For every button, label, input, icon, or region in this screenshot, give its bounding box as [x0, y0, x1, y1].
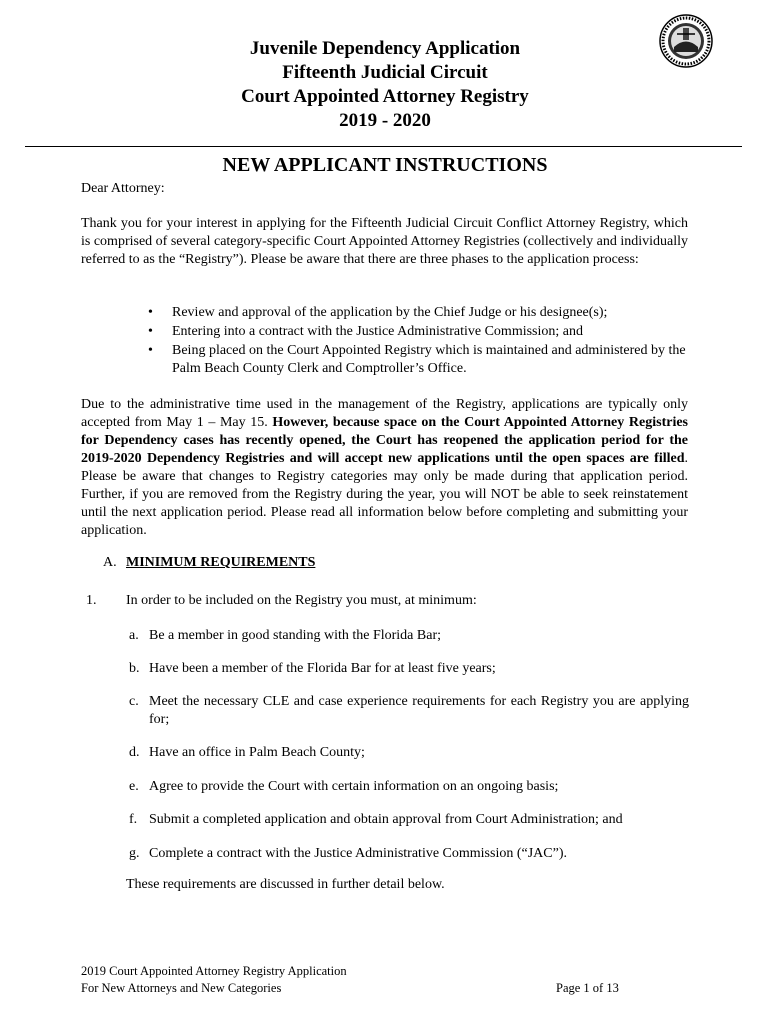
section-heading-text: MINIMUM REQUIREMENTS: [126, 555, 316, 570]
requirement-text: Submit a completed application and obtain approval from Court Administration; and: [149, 812, 623, 827]
header-registry: Court Appointed Attorney Registry: [241, 86, 529, 107]
header-title: Juvenile Dependency Application: [249, 38, 521, 59]
bullet-icon: •: [148, 324, 153, 339]
requirement-letter: a.: [129, 628, 139, 643]
footer-subtitle: For New Attorneys and New Categories: [81, 981, 282, 995]
paragraph-text: Due to the administrative time used in the management of the Registry, applications are typically only accepted from May 1 – May 15.: [81, 397, 688, 430]
requirement-item: [129, 627, 689, 645]
list-item: [148, 304, 693, 322]
section-a-heading: [103, 554, 315, 572]
list-item: [148, 342, 693, 378]
item-number: 1.: [86, 593, 97, 608]
requirement-item: [129, 660, 689, 678]
header-year: 2019 - 2020: [339, 110, 431, 131]
footer-title: 2019 Court Appointed Attorney Registry Application: [81, 964, 347, 978]
requirement-item: [129, 778, 689, 796]
requirement-letter: g.: [129, 846, 140, 861]
requirement-item: [129, 693, 689, 729]
requirement-letter: c.: [129, 694, 139, 709]
intro-paragraph: Thank you for your interest in applying for the Fifteenth Judicial Circuit Conflict Attorney Registry, which is comprised of several category-specific Court Appointed Attorney Registries (collectively and individually referred to as the “Registry”). Please be aware that there are three phases to the application process:: [81, 216, 688, 267]
requirement-text: Have an office in Palm Beach County;: [149, 745, 365, 760]
item-text: In order to be included on the Registry you must, at minimum:: [126, 593, 477, 608]
requirement-item: [129, 744, 689, 762]
greeting: Dear Attorney:: [81, 181, 165, 196]
requirement-letter: e.: [129, 779, 139, 794]
phases-list: [148, 304, 693, 379]
requirement-text: Agree to provide the Court with certain information on an ongoing basis;: [149, 779, 559, 794]
page-number: Page 1 of 13: [556, 981, 619, 995]
requirement-item: [129, 845, 689, 863]
paragraph-bold-text: However, because space on the Court Appointed Attorney Registries for Dependency cases has recently opened, the Court has reopened the application period for the 2019-2020 Dependency Registries and will accept new applications until the open spaces are filled: [81, 415, 688, 466]
section-title: NEW APPLICANT INSTRUCTIONS: [222, 154, 548, 176]
list-item: [148, 323, 693, 341]
phase-text: Review and approval of the application by the Chief Judge or his designee(s);: [172, 305, 608, 320]
requirement-item: [129, 811, 689, 829]
requirement-text: Meet the necessary CLE and case experience requirements for each Registry you are applying for;: [149, 694, 689, 727]
bullet-icon: •: [148, 343, 153, 358]
application-period-paragraph: [81, 396, 688, 540]
bullet-icon: •: [148, 305, 153, 320]
header-divider: [25, 146, 742, 147]
footer-left: [81, 963, 347, 997]
requirement-text: Have been a member of the Florida Bar for at least five years;: [149, 661, 496, 676]
phase-text: Being placed on the Court Appointed Registry which is maintained and administered by the Palm Beach County Clerk and Comptroller’s Office.: [172, 343, 686, 376]
requirement-letter: f.: [129, 812, 138, 827]
section-letter: A.: [103, 555, 117, 570]
requirement-text: Complete a contract with the Justice Administrative Commission (“JAC”).: [149, 846, 567, 861]
header-circuit: Fifteenth Judicial Circuit: [282, 62, 488, 83]
requirement-letter: b.: [129, 661, 140, 676]
phase-text: Entering into a contract with the Justice Administrative Commission; and: [172, 324, 583, 339]
numbered-item: [86, 592, 477, 610]
requirement-letter: d.: [129, 745, 140, 760]
paragraph-text: . Please be aware that changes to Registry categories may only be made during that application period. Further, if you are removed from the Registry during the year, you will NOT be able to seek reinstatement until the next application period. Please read all information below before completing and submitting your application.: [81, 451, 688, 538]
requirement-text: Be a member in good standing with the Florida Bar;: [149, 628, 442, 643]
closing-text: These requirements are discussed in further detail below.: [126, 877, 445, 892]
document-header: [0, 37, 770, 133]
